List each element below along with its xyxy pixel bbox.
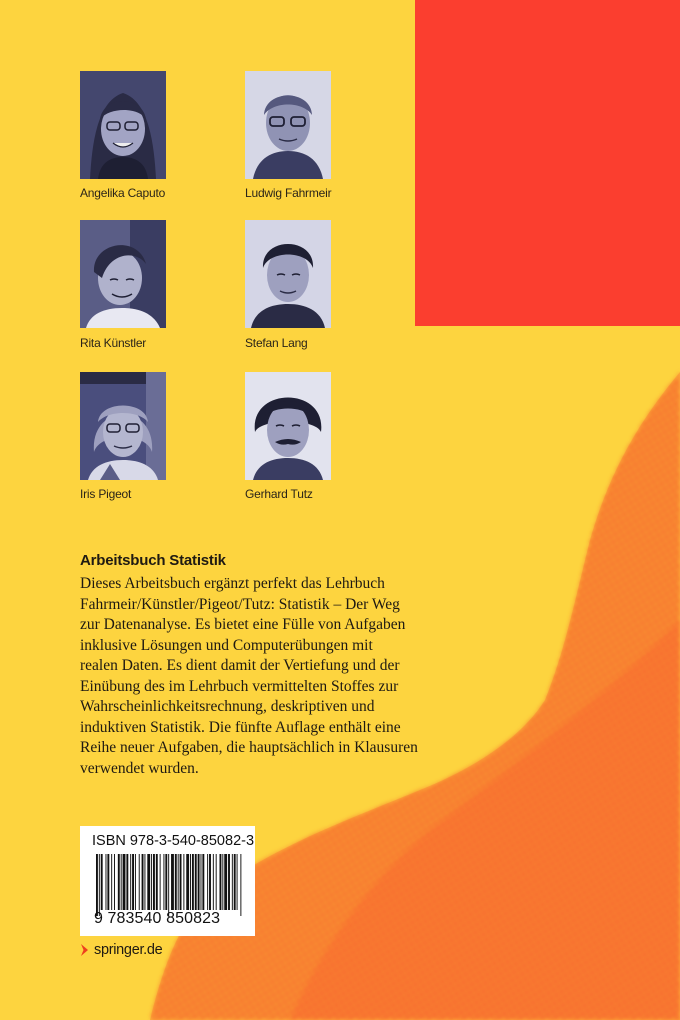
author-name-rita-kuenstler: Rita Künstler bbox=[80, 336, 147, 350]
description-line: Reihe neuer Aufgaben, die hauptsächlich in Klausuren bbox=[80, 739, 418, 756]
red-color-block bbox=[415, 0, 680, 326]
description-line: verwendet wurden. bbox=[80, 759, 199, 777]
description-line: Fahrmeir/Künstler/Pigeot/Tutz: Statistik – Der Weg bbox=[80, 595, 400, 613]
author-photo-iris-pigeot bbox=[80, 372, 166, 480]
description-line: realen Daten. Es dient damit der Vertiefung und der bbox=[80, 657, 400, 674]
publisher-name: springer.de bbox=[94, 942, 163, 958]
author-photo-angelika-caputo bbox=[80, 71, 166, 179]
book-description bbox=[80, 574, 480, 779]
book-title: Arbeitsbuch Statistik bbox=[80, 552, 226, 569]
author-name-iris-pigeot: Iris Pigeot bbox=[80, 487, 132, 501]
description-line: induktiven Statistik. Die fünfte Auflage enthält eine bbox=[80, 718, 401, 736]
author-name-gerhard-tutz: Gerhard Tutz bbox=[245, 487, 313, 501]
description-line: inklusive Lösungen und Computerübungen mit bbox=[80, 636, 373, 654]
author-name-ludwig-fahrmeir: Ludwig Fahrmeir bbox=[245, 186, 332, 200]
description-line: Einübung des im Lehrbuch vermittelten Stoffes zur bbox=[80, 677, 399, 695]
description-line: zur Datenanalyse. Es bietet eine Fülle von Aufgaben bbox=[80, 616, 406, 633]
author-photo-ludwig-fahrmeir bbox=[245, 71, 331, 179]
author-name-stefan-lang: Stefan Lang bbox=[245, 336, 308, 350]
chevron-right-icon bbox=[80, 943, 90, 957]
description-line: Wahrscheinlichkeitsrechnung, deskriptiven und bbox=[80, 698, 375, 715]
author-photo-stefan-lang bbox=[245, 220, 331, 328]
description-line: Dieses Arbeitsbuch ergänzt perfekt das Lehrbuch bbox=[80, 575, 385, 592]
isbn-label: ISBN 978-3-540-85082-3 bbox=[92, 833, 255, 849]
author-name-angelika-caputo: Angelika Caputo bbox=[80, 186, 166, 200]
author-photo-rita-kuenstler bbox=[80, 220, 166, 328]
barcode-digits: 9 783540 850823 bbox=[94, 910, 221, 927]
isbn-barcode bbox=[80, 826, 255, 936]
publisher-link[interactable] bbox=[80, 942, 162, 958]
author-photo-gerhard-tutz bbox=[245, 372, 331, 480]
